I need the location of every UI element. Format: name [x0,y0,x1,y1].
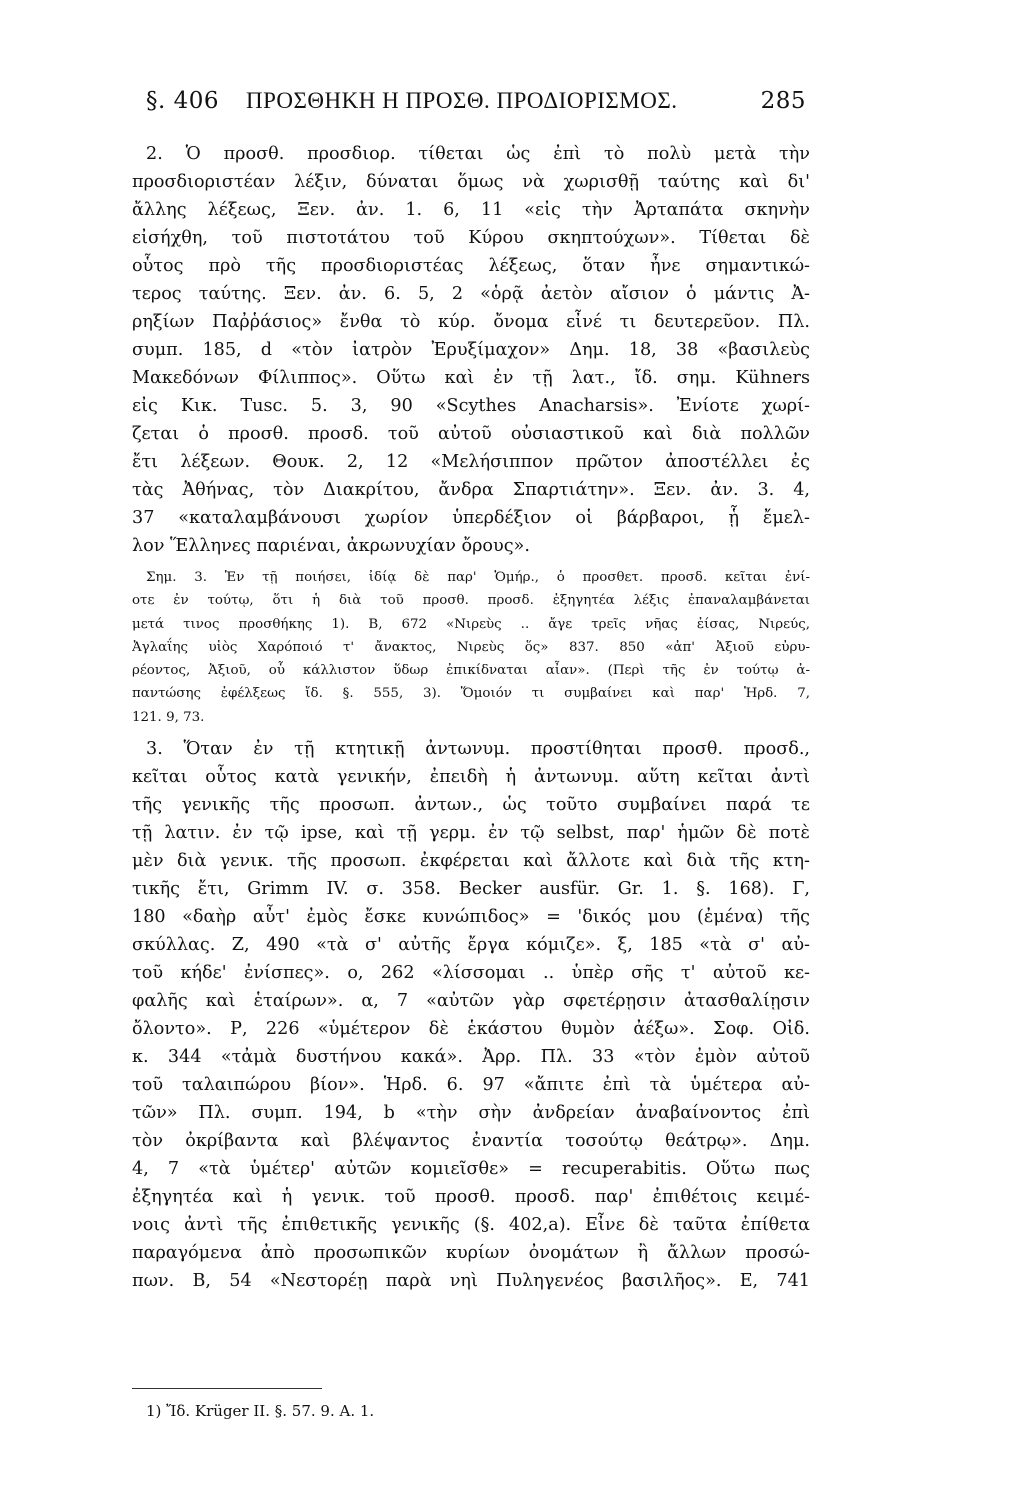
text-line: παραγόμενα ἀπὸ προσωπικῶν κυρίων ὀνομάτων ἢ ἄλλων προσώ- [132,1243,810,1264]
text-line: μὲν διὰ γενικ. τῆς προσωπ. ἐκφέρεται καὶ ἄλλοτε καὶ διὰ τῆς κτη- [132,851,810,872]
text-line: προσδιοριστέαν λέξιν, δύναται ὅμως νὰ χωρισθῇ ταύτης καὶ δι' [132,172,810,192]
page-number: 285 [760,88,806,114]
paragraph-2 [132,140,810,560]
text-line: τῶν» Πλ. συμπ. 194, b «τὴν σὴν ἀνδρείαν ἀναβαίνοντος ἐπὶ [132,1103,810,1124]
note-line: ρέοντος, Ἀξιοῦ, οὗ κάλλιστον ὕδωρ ἐπικίδναται αἶαν». (Περὶ τῆς ἐν τούτῳ ἀ- [132,663,810,679]
running-header [146,88,806,128]
section-number: §. 406 [146,88,220,114]
text-line: κεῖται οὗτος κατὰ γενικήν, ἐπειδὴ ἡ ἀντωνυμ. αὕτη κεῖται ἀντὶ [132,767,810,788]
footnote: 1) Ἴδ. Krüger II. §. 57. 9. A. 1. [146,1402,375,1420]
text-line: ἄλλης λέξεως, Ξεν. ἀν. 1. 6, 11 «εἰς τὴν Ἀρταπάτα σκηνὴν [132,200,810,220]
note-line: 121. 9, 73. [132,709,205,725]
text-line: τοῦ κήδε' ἐνίσπες». ο, 262 «λίσσομαι .. ὑπὲρ σῆς τ' αὐτοῦ κε- [132,963,810,984]
text-line: εἰσήχθη, τοῦ πιστοτάτου τοῦ Κύρου σκηπτούχων». Τίθεται δὲ [132,228,810,248]
text-line: 180 «δαὴρ αὖτ' ἐμὸς ἔσκε κυνώπιδος» = 'δικός μου (ἐμένα) τῆς [132,907,810,928]
note-line: μετά τινος προσθήκης 1). Β, 672 «Νιρεὺς .. ἄγε τρεῖς νῆας ἐίσας, Νιρεύς, [132,616,810,632]
text-line: κ. 344 «τἀμὰ δυστήνου κακά». Ἀρρ. Πλ. 33 «τὸν ἐμὸν αὐτοῦ [132,1047,810,1068]
note-line: Σημ. 3. Ἐν τῇ ποιήσει, ἰδίᾳ δὲ παρ' Ὁμήρ., ὁ προσθετ. προσδ. κεῖται ἐνί- [146,570,810,585]
text-line: 37 «καταλαμβάνουσι χωρίον ὑπερδέξιον οἱ βάρβαροι, ᾗ ἔμελ- [132,508,810,528]
text-line: τὸν ὀκρίβαντα καὶ βλέψαντος ἐναντία τοσούτῳ θεάτρῳ». Δημ. [132,1131,810,1152]
footnote-divider [132,1388,322,1389]
text-line: τὰς Ἀθήνας, τὸν Διακρίτου, ἄνδρα Σπαρτιάτην». Ξεν. ἀν. 3. 4, [132,480,810,500]
paragraph-3 [132,735,810,1295]
text-line: 4, 7 «τὰ ὑμέτερ' αὐτῶν κομιεῖσθε» = recuperabitis. Οὕτω πως [132,1159,810,1180]
text-line: ζεται ὁ προσθ. προσδ. τοῦ αὐτοῦ οὐσιαστικοῦ καὶ διὰ πολλῶν [132,424,810,444]
text-line: 2. Ὁ προσθ. προσδιορ. τίθεται ὡς ἐπὶ τὸ πολὺ μετὰ τὴν [146,144,810,164]
text-line: 3. Ὅταν ἐν τῇ κτητικῇ ἀντωνυμ. προστίθηται προσθ. προσδ., [146,739,810,760]
header-title: ΠΡΟΣΘΗΚΗ Η ΠΡΟΣΘ. ΠΡΟΔΙΟΡΙΣΜΟΣ. [246,88,678,113]
text-line: τερος ταύτης. Ξεν. ἀν. 6. 5, 2 «ὁρᾷ ἀετὸν αἴσιον ὁ μάντις Ἀ- [132,284,810,304]
text-line: ἐξηγητέα καὶ ἡ γενικ. τοῦ προσθ. προσδ. παρ' ἐπιθέτοις κειμέ- [132,1187,810,1208]
remark-note [132,566,810,729]
text-line: Μακεδόνων Φίλιππος». Οὕτω καὶ ἐν τῇ λατ., ἴδ. σημ. Kühners [132,368,810,388]
text-line: ρηξίων Παῤῥάσιος» ἔνθα τὸ κύρ. ὄνομα εἶνέ τι δευτερεῦον. Πλ. [132,312,810,332]
text-line: οὗτος πρὸ τῆς προσδιοριστέας λέξεως, ὅταν ἦνε σημαντικώ- [132,256,810,276]
note-line: οτε ἐν τούτῳ, ὅτι ἡ διὰ τοῦ προσθ. προσδ. ἐξηγητέα λέξις ἐπαναλαμβάνεται [132,593,810,609]
text-line: τοῦ ταλαιπώρου βίον». Ἡρδ. 6. 97 «ἄπιτε ἐπὶ τὰ ὑμέτερα αὐ- [132,1075,810,1096]
text-line: εἰς Κικ. Tusc. 5. 3, 90 «Scythes Anacharsis». Ἐνίοτε χωρί- [132,396,810,416]
text-line: ὄλοντο». Ρ, 226 «ὑμέτερον δὲ ἑκάστου θυμὸν ἀέξω». Σοφ. Οἰδ. [132,1019,810,1040]
text-line: νοις ἀντὶ τῆς ἐπιθετικῆς γενικῆς (§. 402,a). Εἶνε δὲ ταῦτα ἐπίθετα [132,1215,810,1236]
text-line: πων. Β, 54 «Νεστορέῃ παρὰ νηὶ Πυληγενέος βασιλῆος». Ε, 741 [132,1271,810,1292]
text-line: συμπ. 185, d «τὸν ἰατρὸν Ἐρυξίμαχον» Δημ. 18, 38 «βασιλεὺς [132,340,810,360]
text-line: τικῆς ἔτι, Grimm IV. σ. 358. Becker ausfür. Gr. 1. §. 168). Γ, [132,879,810,900]
main-text [132,140,810,1295]
text-line: λον Ἕλληνες παριέναι, ἀκρωνυχίαν ὄρους». [132,536,530,556]
text-line: φαλῆς καὶ ἑταίρων». α, 7 «αὐτῶν γὰρ σφετέρῃσιν ἀτασθαλίῃσιν [132,991,810,1012]
note-line: παντώσης ἐφέλξεως ἴδ. §. 555, 3). Ὅμοιόν τι συμβαίνει καὶ παρ' Ἡρδ. 7, [132,686,810,702]
text-line: τῆς γενικῆς τῆς προσωπ. ἀντων., ὡς τοῦτο συμβαίνει παρά τε [132,795,810,816]
text-line: σκύλλας. Ζ, 490 «τὰ σ' αὐτῆς ἔργα κόμιζε». ξ, 185 «τὰ σ' αὐ- [132,935,810,956]
note-line: Ἀγλαΐης υἱὸς Χαρόποιό τ' ἄνακτος, Νιρεὺς ὅς» 837. 850 «ἀπ' Ἀξιοῦ εὐρυ- [132,639,810,655]
text-line: ἔτι λέξεων. Θουκ. 2, 12 «Μελήσιππον πρῶτον ἀποστέλλει ἐς [132,452,810,472]
text-line: τῇ λατιν. ἐν τῷ ipse, καὶ τῇ γερμ. ἐν τῷ selbst, παρ' ἡμῶν δὲ ποτὲ [132,823,810,844]
